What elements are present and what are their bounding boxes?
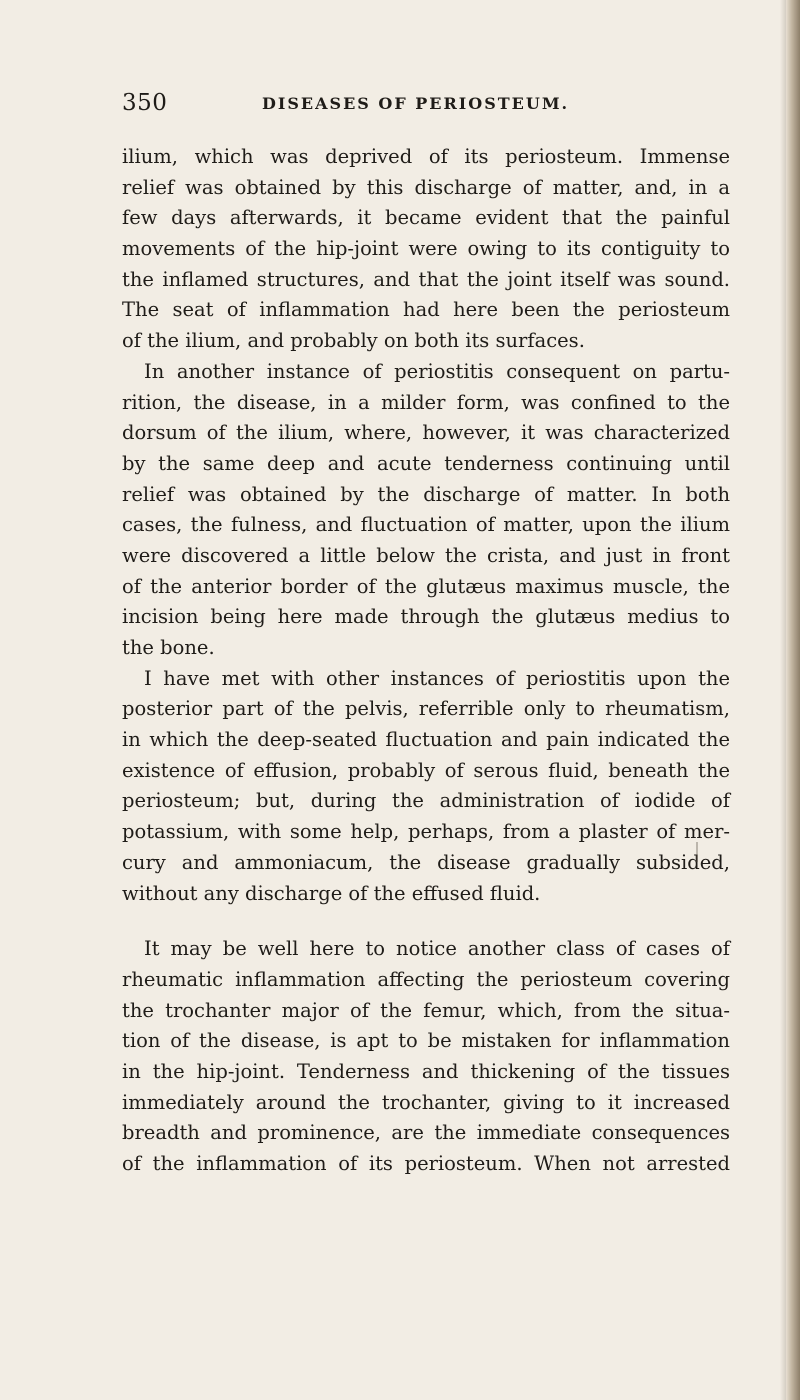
text-line: the bone. <box>122 636 215 659</box>
text-line: immediately around the trochanter, giving to it increased <box>122 1090 730 1114</box>
scan-mark <box>696 842 698 862</box>
text-line: without any discharge of the effused fluid. <box>122 881 541 905</box>
text-line: movements of the hip-joint were owing to its contiguity to <box>122 237 730 261</box>
text-line: of the inflammation of its periosteum. When not arrested <box>122 1152 730 1175</box>
body-text <box>122 142 730 1180</box>
paragraph-1 <box>122 142 730 357</box>
text-line: were discovered a little below the crista, and just in front <box>122 543 730 567</box>
text-line: cases, the fulness, and fluctuation of matter, upon the ilium <box>122 513 730 537</box>
text-line: rition, the disease, in a milder form, was confined to the <box>122 390 730 414</box>
text-line: relief was obtained by this discharge of matter, and, in a <box>122 175 730 199</box>
paragraph-2 <box>122 357 730 664</box>
text-line: of the anterior border of the glutæus maximus muscle, the <box>122 574 730 598</box>
paragraph-4 <box>122 934 730 1180</box>
text-line: In another instance of periostitis consequent on partu- <box>144 359 730 383</box>
text-line: the trochanter major of the femur, which, from the situa- <box>122 998 730 1022</box>
text-line: I have met with other instances of periostitis upon the <box>144 666 730 690</box>
text-line: periosteum; but, during the administration of iodide of <box>122 789 730 813</box>
text-line: of the ilium, and probably on both its surfaces. <box>122 329 585 353</box>
text-line: by the same deep and acute tenderness continuing until <box>122 451 730 475</box>
text-line: existence of effusion, probably of serous fluid, beneath the <box>122 758 730 782</box>
text-line: in which the deep-seated fluctuation and pain indicated the <box>122 728 730 752</box>
text-line: few days afterwards, it became evident that the painful <box>122 206 730 230</box>
text-line: incision being here made through the glutæus medius to <box>122 605 730 629</box>
text-line: cury and ammoniacum, the disease gradually subsided, <box>122 850 730 874</box>
text-line: It may be well here to notice another class of cases of <box>144 937 730 961</box>
running-head: DISEASES OF PERIOSTEUM. <box>262 94 570 113</box>
text-line: the inflamed structures, and that the joint itself was sound. <box>122 267 730 291</box>
text-line: in the hip-joint. Tenderness and thickening of the tissues <box>122 1059 730 1083</box>
text-line: relief was obtained by the discharge of matter. In both <box>122 482 730 506</box>
text-line: posterior part of the pelvis, referrible only to rheumatism, <box>122 697 730 721</box>
text-line: tion of the disease, is apt to be mistaken for inflammation <box>122 1029 730 1053</box>
page-edge <box>786 0 800 1400</box>
text-line: ilium, which was deprived of its periosteum. Immense <box>122 145 730 168</box>
page-number: 350 <box>122 90 168 116</box>
page-header <box>122 90 702 130</box>
paragraph-3 <box>122 664 730 910</box>
text-line: dorsum of the ilium, where, however, it was characterized <box>122 421 730 445</box>
section-gap <box>122 909 730 934</box>
text-line: breadth and prominence, are the immediate consequences <box>122 1121 730 1145</box>
text-line: rheumatic inflammation affecting the periosteum covering <box>122 967 730 991</box>
text-line: The seat of inflammation had here been the periosteum <box>122 298 730 322</box>
text-line: potassium, with some help, perhaps, from a plaster of mer- <box>122 820 730 844</box>
